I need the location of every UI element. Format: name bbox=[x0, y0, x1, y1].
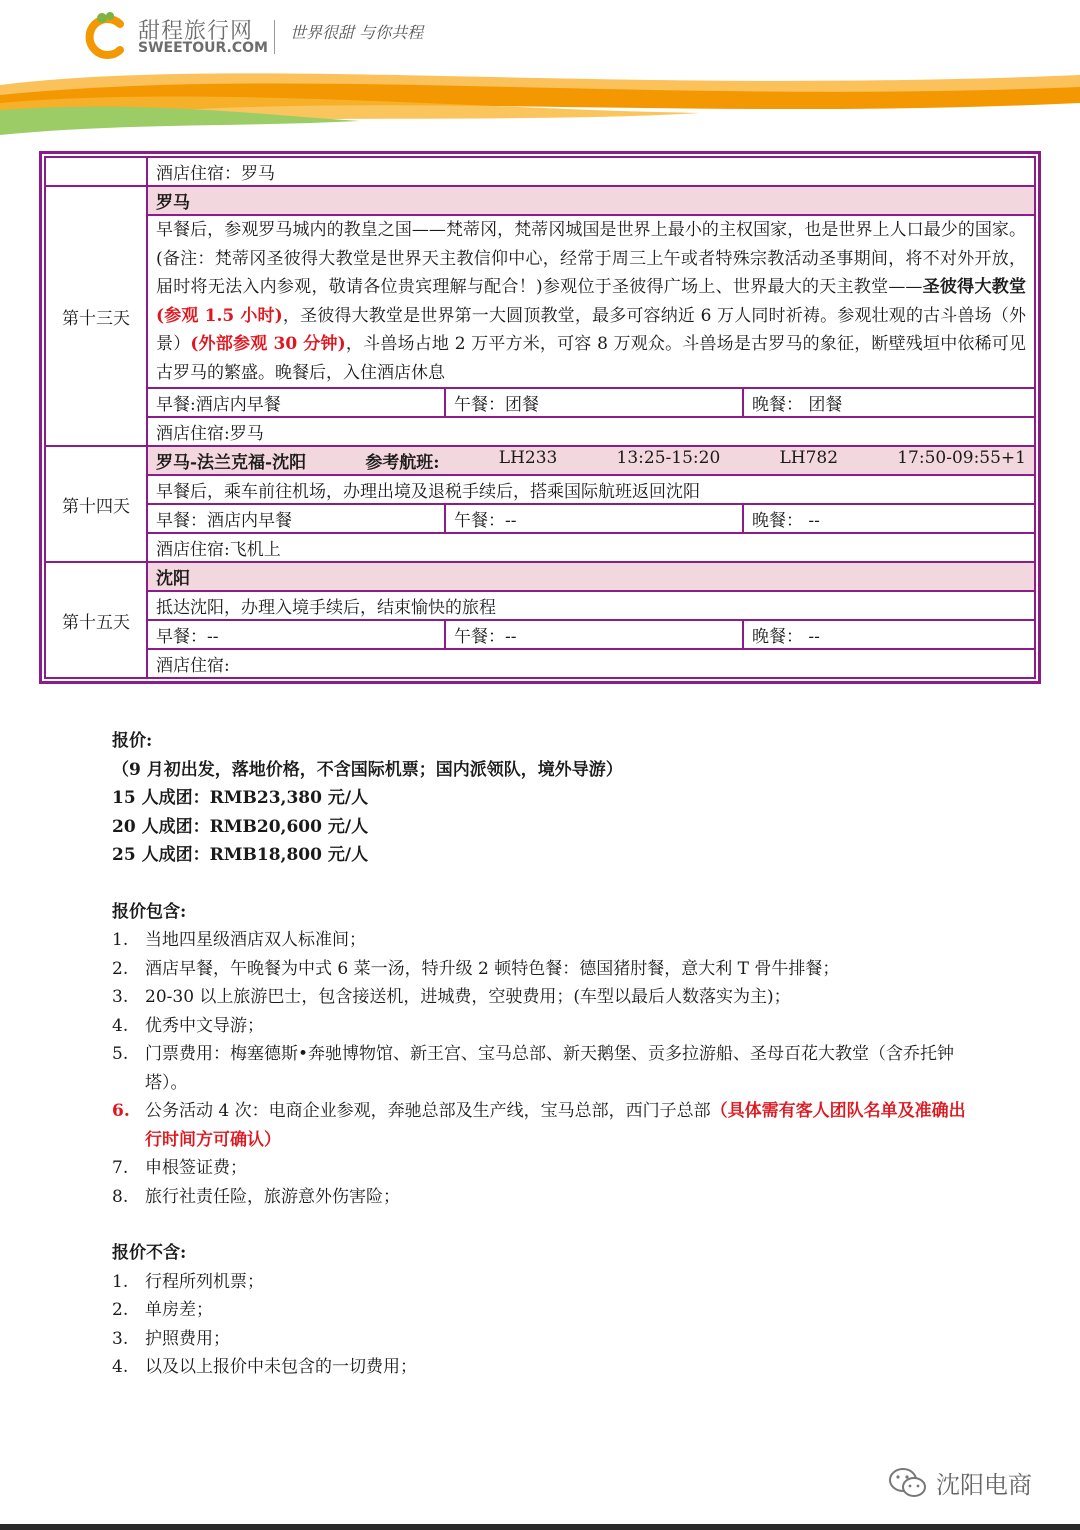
dinner-cell: 晚餐： -- bbox=[743, 620, 1035, 649]
desc-text: 早餐后，参观罗马城内的教皇之国——梵蒂冈，梵蒂冈城国是世界上最小的主权国家，也是世界上人口最少的国家。(备注：梵蒂冈圣彼得大教堂是世界天主教信仰中心，经常于周三上午或者特殊宗教活动圣事期间，将不对外开放，届时将无法入内参观，敬请各位贵宾理解与配合！)参观位于圣彼得广场上、世界最大的天主教堂—— bbox=[156, 220, 1026, 297]
includes-list bbox=[112, 926, 982, 1211]
item-number: 2. bbox=[112, 1300, 129, 1320]
price-tier: 20 人成团：RMB20,600 元/人 bbox=[112, 816, 369, 837]
day-label: 第十五天 bbox=[45, 562, 147, 678]
city-heading bbox=[147, 446, 1035, 475]
slogan: 世界很甜 与你共程 bbox=[290, 23, 424, 42]
item-text: 单房差； bbox=[145, 1300, 213, 1320]
flight-time: 13:25-15:20 bbox=[616, 448, 721, 468]
list-item bbox=[112, 1012, 982, 1041]
page-header bbox=[0, 0, 1080, 135]
list-item bbox=[112, 1183, 982, 1212]
breakfast-cell: 早餐：-- bbox=[147, 620, 445, 649]
day-description: 抵达沈阳，办理入境手续后，结束愉快的旅程 bbox=[147, 591, 1035, 620]
item-text: 公务活动 4 次：电商企业参观，奔驰总部及生产线，宝马总部，西门子总部 bbox=[145, 1101, 711, 1121]
header-wave-decoration bbox=[0, 55, 1080, 135]
city-heading: 罗马 bbox=[147, 186, 1035, 215]
watermark bbox=[888, 1465, 1032, 1500]
item-text: 优秀中文导游； bbox=[145, 1015, 264, 1036]
list-item bbox=[112, 1325, 982, 1354]
logo bbox=[80, 10, 270, 60]
item-number: 1. bbox=[112, 1271, 129, 1292]
itinerary-table bbox=[44, 156, 1036, 679]
desc-text: ，圣彼得大教堂是世界第一大圆顶教堂，最多可容纳近 6 万人同时祈祷。参观壮观的古斗兽场（外景） bbox=[156, 305, 1026, 354]
item-text: 旅行社责任险，旅游意外伤害险； bbox=[145, 1186, 400, 1207]
item-number: 2. bbox=[112, 958, 129, 979]
includes-title: 报价包含: bbox=[112, 901, 187, 922]
breakfast-cell: 早餐:酒店内早餐 bbox=[147, 388, 445, 417]
item-number: 3. bbox=[112, 987, 129, 1007]
list-item bbox=[112, 1097, 982, 1154]
list-item bbox=[112, 983, 982, 1012]
hotel-row: 酒店住宿:罗马 bbox=[147, 417, 1035, 446]
item-text: 酒店早餐，午晚餐为中式 6 菜一汤，特升级 2 顿特色餐：德国猪肘餐，意大利 T 骨牛排餐； bbox=[145, 958, 840, 979]
item-text: 20-30 以上旅游巴士，包含接送机，进城费，空驶费用；(车型以最后人数落实为主)； bbox=[145, 987, 791, 1007]
desc-duration-note: (参观 1.5 小时) bbox=[156, 305, 283, 326]
flight-label: 参考航班: bbox=[365, 453, 440, 473]
item-number: 8. bbox=[112, 1186, 129, 1207]
item-text: 当地四星级酒店双人标准间； bbox=[145, 930, 366, 950]
logo-mark-icon bbox=[80, 10, 136, 60]
pricing-title: 报价: bbox=[112, 731, 153, 751]
logo-text-cn: 甜程旅行网 bbox=[138, 19, 254, 44]
dinner-cell: 晚餐： 团餐 bbox=[743, 388, 1035, 417]
dinner-cell: 晚餐： -- bbox=[743, 504, 1035, 533]
item-warning: （具体需有客人团队名单及准确出行时间方可确认） bbox=[145, 1101, 966, 1150]
list-item bbox=[112, 1040, 982, 1097]
city-heading: 沈阳 bbox=[147, 562, 1035, 591]
item-text: 行程所列机票； bbox=[145, 1271, 264, 1292]
day-description: 早餐后，乘车前往机场，办理出境及退税手续后，搭乘国际航班返回沈阳 bbox=[147, 475, 1035, 504]
list-item bbox=[112, 1154, 982, 1183]
item-number: 4. bbox=[112, 1015, 129, 1036]
hotel-row: 酒店住宿:飞机上 bbox=[147, 533, 1035, 562]
day-description bbox=[147, 215, 1035, 388]
lunch-cell: 午餐：-- bbox=[445, 504, 743, 533]
lunch-cell: 午餐：团餐 bbox=[445, 388, 743, 417]
item-number: 4. bbox=[112, 1357, 129, 1377]
flight-time: 17:50-09:55+1 bbox=[897, 448, 1026, 468]
list-item bbox=[112, 955, 982, 984]
pricing-section bbox=[112, 727, 982, 1382]
flight-number: LH782 bbox=[779, 448, 839, 468]
item-text: 门票费用：梅塞德斯•奔驰博物馆、新王宫、宝马总部、新天鹅堡、贡多拉游船、圣母百花大教堂（含乔托钟塔）。 bbox=[145, 1044, 955, 1093]
price-tier: 15 人成团：RMB23,380 元/人 bbox=[112, 788, 369, 808]
list-item bbox=[112, 926, 982, 955]
list-item bbox=[112, 1296, 982, 1325]
item-number: 5. bbox=[112, 1044, 129, 1064]
list-item bbox=[112, 1353, 982, 1382]
hotel-row: 酒店住宿: bbox=[147, 649, 1035, 678]
item-number: 7. bbox=[112, 1158, 129, 1178]
excludes-title: 报价不含: bbox=[112, 1243, 187, 1263]
city-route: 罗马-法兰克福-沈阳 bbox=[156, 453, 307, 473]
day-cell-empty bbox=[45, 157, 147, 186]
breakfast-cell: 早餐：酒店内早餐 bbox=[147, 504, 445, 533]
watermark-text: 沈阳电商 bbox=[936, 1471, 1032, 1499]
hotel-row: 酒店住宿：罗马 bbox=[147, 157, 1035, 186]
day-label: 第十三天 bbox=[45, 186, 147, 446]
price-tier: 25 人成团：RMB18,800 元/人 bbox=[112, 845, 369, 865]
desc-text: ，斗兽场占地 2 万平方米，可容 8 万观众。斗兽场是古罗马的象征，断壁残垣中依稀可见古罗马的繁盛。晚餐后，入住酒店休息 bbox=[156, 334, 1026, 383]
flight-number: LH233 bbox=[498, 448, 558, 468]
logo-divider bbox=[274, 20, 275, 54]
excludes-list bbox=[112, 1268, 982, 1382]
bottom-bar bbox=[0, 1524, 1080, 1530]
day-label: 第十四天 bbox=[45, 446, 147, 562]
item-number: 6. bbox=[112, 1101, 130, 1121]
logo-text-en: SWEETOUR.COM bbox=[138, 40, 268, 56]
lunch-cell: 午餐：-- bbox=[445, 620, 743, 649]
item-text: 护照费用； bbox=[145, 1328, 230, 1349]
item-text: 以及以上报价中未包含的一切费用； bbox=[145, 1357, 417, 1377]
desc-highlight: 圣彼得大教堂 bbox=[922, 277, 1026, 297]
desc-duration-note: (外部参观 30 分钟) bbox=[190, 334, 346, 354]
item-text: 申根签证费； bbox=[145, 1158, 247, 1178]
item-number: 3. bbox=[112, 1328, 129, 1349]
wechat-icon bbox=[888, 1467, 928, 1499]
item-number: 1. bbox=[112, 930, 129, 950]
list-item bbox=[112, 1268, 982, 1297]
pricing-note: （9 月初出发，落地价格，不含国际机票；国内派领队，境外导游） bbox=[112, 759, 623, 780]
